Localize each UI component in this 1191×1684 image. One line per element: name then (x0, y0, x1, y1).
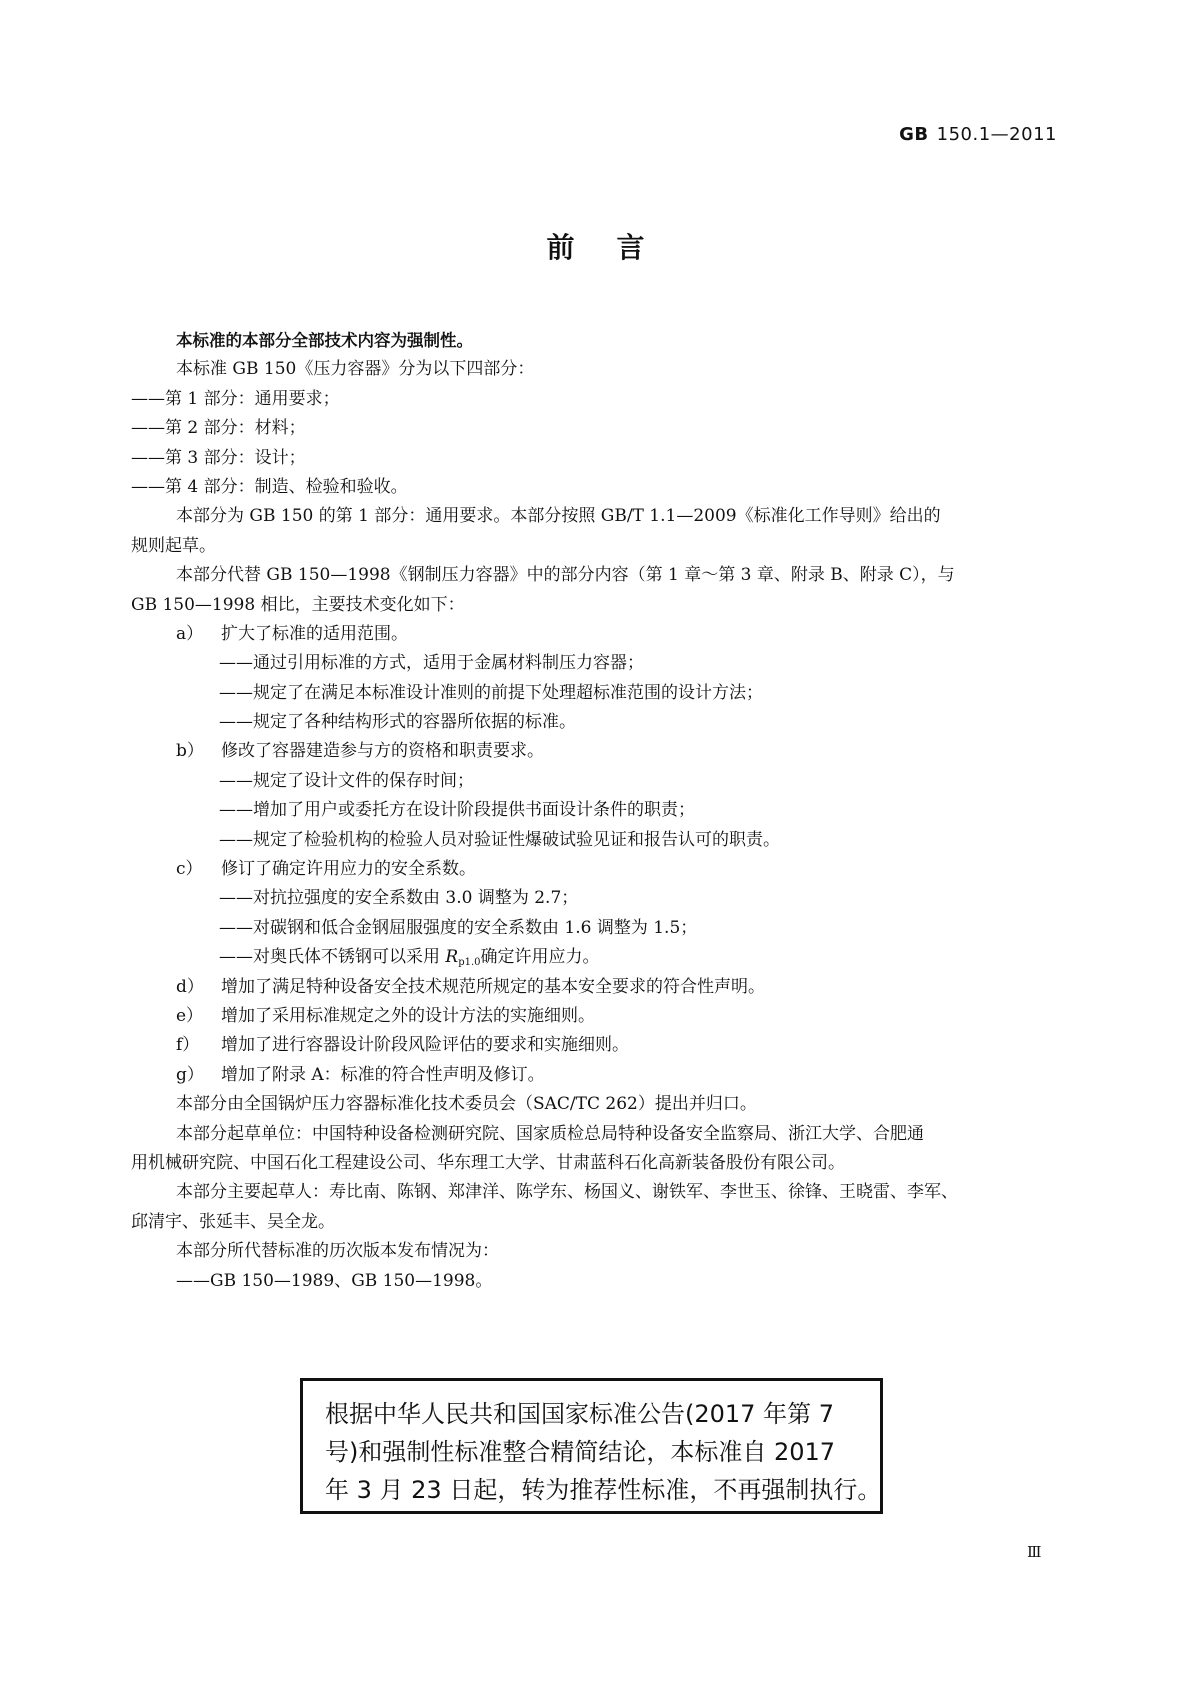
change-sub-item-rp (131, 943, 1061, 972)
paragraph-mandatory: 本标准的本部分全部技术内容为强制性。 (176, 331, 473, 350)
paragraph-drafting-units-line1: 本部分起草单位：中国特种设备检测研究院、国家质检总局特种设备安全监察局、浙江大学、合肥通 (176, 1123, 924, 1144)
paragraph-history-intro: 本部分所代替标准的历次版本发布情况为： (176, 1241, 499, 1262)
change-label: c） (176, 859, 203, 880)
change-sub-item: ——对碳钢和低合金钢屈服强度的安全系数由 1.6 调整为 1.5； (219, 917, 698, 938)
paragraph-proposer: 本部分由全国锅炉压力容器标准化技术委员会（SAC/TC 262）提出并归口。 (176, 1094, 757, 1115)
change-text: 增加了采用标准规定之外的设计方法的实施细则。 (221, 1005, 595, 1026)
change-label: g） (176, 1064, 204, 1085)
change-label: e） (176, 1005, 204, 1026)
change-sub-item: ——规定了检验机构的检验人员对验证性爆破试验见证和报告认可的职责。 (219, 829, 780, 850)
part-item: ——第 2 部分：材料； (131, 418, 306, 439)
page-title: 前言 (546, 231, 687, 264)
rp-symbol: R (445, 947, 459, 968)
change-label: d） (176, 976, 204, 997)
change-sub-item: ——规定了设计文件的保存时间； (219, 770, 474, 791)
standard-code (899, 124, 1057, 145)
change-sub-item: ——规定了在满足本标准设计准则的前提下处理超标准范围的设计方法； (219, 682, 763, 703)
change-sub-item: ——规定了各种结构形式的容器所依据的标准。 (219, 712, 576, 733)
change-sub-item: ——增加了用户或委托方在设计阶段提供书面设计条件的职责； (219, 800, 695, 821)
part-item: ——第 4 部分：制造、检验和验收。 (131, 476, 408, 497)
change-label: b） (176, 741, 204, 762)
change-item-d (131, 973, 1061, 1002)
change-text: 增加了满足特种设备安全技术规范所规定的基本安全要求的符合性声明。 (221, 976, 765, 997)
rp-text-after: 确定许用应力。 (480, 947, 600, 968)
change-label: f） (176, 1035, 200, 1056)
change-text: 增加了进行容器设计阶段风险评估的要求和实施细则。 (221, 1035, 629, 1056)
change-text: 扩大了标准的适用范围。 (221, 623, 408, 644)
paragraph-replaces-line2: GB 150—1998 相比，主要技术变化如下： (131, 594, 465, 615)
rp-subscript: p1.0 (458, 957, 481, 969)
paragraph-replaces-line1: 本部分代替 GB 150—1998《钢制压力容器》中的部分内容（第 1 章～第 3 章、附录 B、附录 C），与 (176, 565, 955, 586)
paragraph-parts-intro: 本标准 GB 150《压力容器》分为以下四部分： (176, 359, 535, 380)
status-notice-box (300, 1378, 883, 1514)
change-text: 修改了容器建造参与方的资格和职责要求。 (221, 741, 544, 762)
change-text: 增加了附录 A：标准的符合性声明及修订。 (221, 1064, 545, 1085)
paragraph-drafters-line1: 本部分主要起草人：寿比南、陈钢、郑津洋、陈学东、杨国义、谢铁军、李世玉、徐锋、王晓雷、李军、 (176, 1182, 958, 1203)
notice-line: 年 3 月 23 日起，转为推荐性标准，不再强制执行。 (325, 1476, 882, 1504)
rp-text-before: ——对奥氏体不锈钢可以采用 (219, 947, 446, 968)
notice-line: 号)和强制性标准整合精简结论，本标准自 2017 (325, 1438, 836, 1466)
change-item-b (131, 737, 1061, 766)
change-label: a） (176, 623, 204, 644)
change-sub-item: ——对抗拉强度的安全系数由 3.0 调整为 2.7； (219, 888, 579, 909)
part-item: ——第 1 部分：通用要求； (131, 388, 340, 409)
part-item: ——第 3 部分：设计； (131, 447, 306, 468)
change-item-g (131, 1061, 1061, 1090)
foreword-body (131, 326, 1061, 1296)
page-number: Ⅲ (1027, 1543, 1042, 1561)
change-sub-item: ——通过引用标准的方式，适用于金属材料制压力容器； (219, 653, 644, 674)
standard-code-prefix: GB (899, 124, 929, 145)
paragraph-history-versions: ——GB 150—1989、GB 150—1998。 (176, 1270, 493, 1291)
notice-line: 根据中华人民共和国国家标准公告(2017 年第 7 (325, 1400, 834, 1428)
paragraph-drafters-line2: 邱清宇、张延丰、吴全龙。 (131, 1211, 335, 1232)
change-item-a (131, 620, 1061, 649)
change-text: 修订了确定许用应力的安全系数。 (221, 859, 476, 880)
change-item-f (131, 1031, 1061, 1060)
paragraph-drafting-units-line2: 用机械研究院、中国石化工程建设公司、华东理工大学、甘肃蓝科石化高新装备股份有限公司。 (131, 1152, 845, 1173)
paragraph-scope-line1: 本部分为 GB 150 的第 1 部分：通用要求。本部分按照 GB/T 1.1—2009《标准化工作导则》给出的 (176, 506, 941, 527)
paragraph-scope-line2: 规则起草。 (131, 535, 216, 556)
change-item-c (131, 855, 1061, 884)
standard-code-number: 150.1—2011 (936, 124, 1057, 145)
change-item-e (131, 1002, 1061, 1031)
